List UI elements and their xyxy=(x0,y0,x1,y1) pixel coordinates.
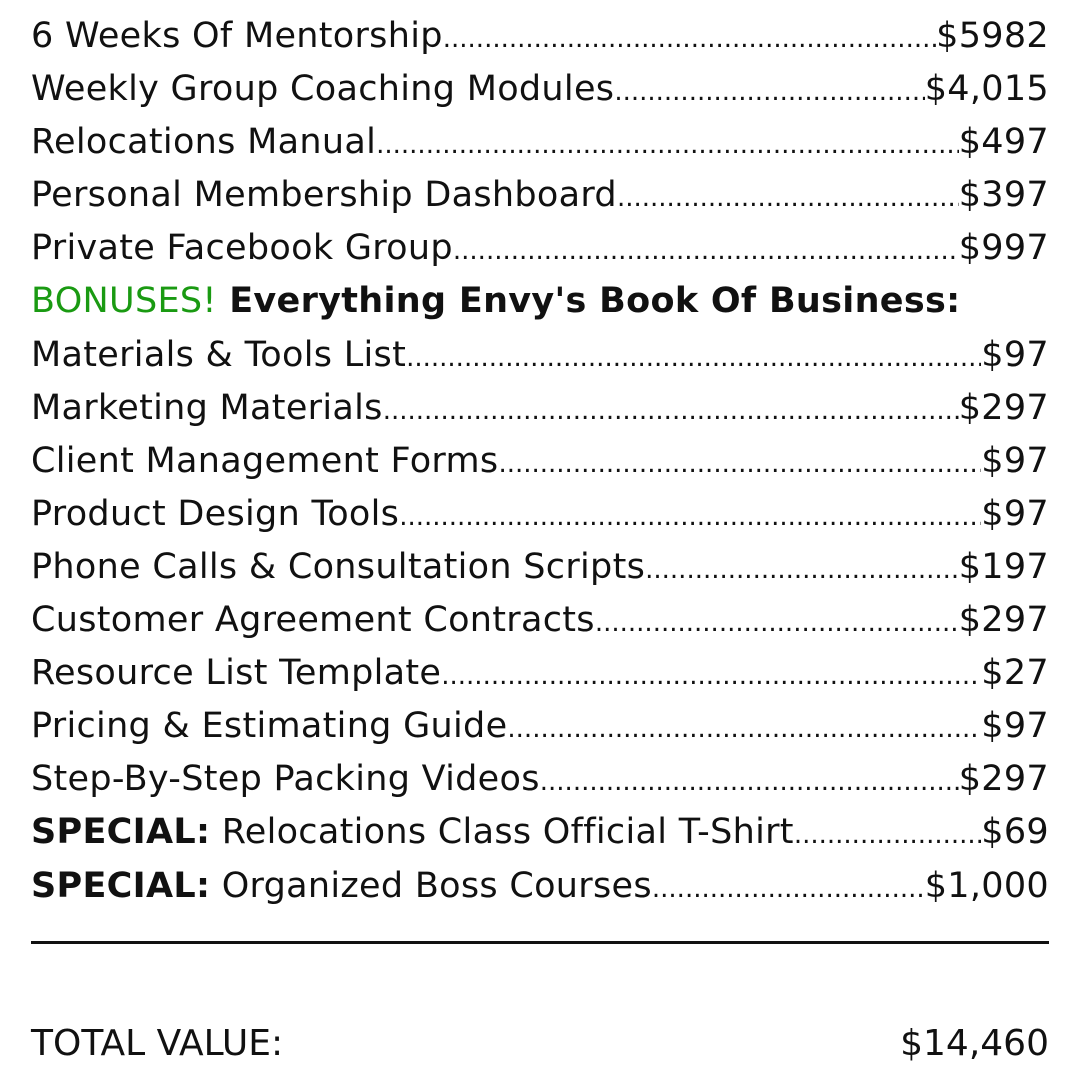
list-item xyxy=(31,222,1049,275)
list-item xyxy=(31,753,1049,806)
item-name: Customer Agreement Contracts xyxy=(31,600,595,641)
item-price: $297 xyxy=(958,387,1049,428)
item-price: $197 xyxy=(958,546,1049,587)
item-price: $69 xyxy=(981,812,1049,853)
list-item xyxy=(31,10,1049,63)
item-name: Relocations Manual xyxy=(31,122,377,163)
item-name: Resource List Template xyxy=(31,653,442,694)
item-price: $5982 xyxy=(936,16,1049,56)
item-name: Personal Membership Dashboard xyxy=(31,175,617,216)
item-price: $97 xyxy=(981,440,1049,481)
special-item xyxy=(31,860,1049,913)
item-name: Product Design Tools xyxy=(31,493,400,534)
item-price: $1,000 xyxy=(924,865,1049,906)
list-item xyxy=(31,700,1049,753)
bonus-header xyxy=(31,275,1049,328)
total-value: $14,460 xyxy=(900,1023,1049,1064)
special-item-name xyxy=(31,860,652,913)
leader-dots xyxy=(794,809,981,862)
item-name: 6 Weeks Of Mentorship xyxy=(31,16,443,56)
total-label: TOTAL VALUE: xyxy=(31,1023,284,1064)
leader-dots xyxy=(595,597,959,650)
item-name: Client Management Forms xyxy=(31,440,499,481)
list-item xyxy=(31,541,1049,594)
item-price: $97 xyxy=(981,334,1049,375)
item-name: Materials & Tools List xyxy=(31,334,407,375)
list-item xyxy=(31,63,1049,116)
item-price: $497 xyxy=(958,122,1049,163)
leader-dots xyxy=(383,385,959,438)
item-price: $997 xyxy=(958,228,1049,269)
list-item xyxy=(31,488,1049,541)
divider-line xyxy=(31,941,1049,944)
special-prefix: SPECIAL: xyxy=(31,865,211,906)
item-name: Weekly Group Coaching Modules xyxy=(31,69,615,110)
special-name: Relocations Class Official T-Shirt xyxy=(210,812,794,853)
item-price: $297 xyxy=(958,600,1049,641)
special-name: Organized Boss Courses xyxy=(210,865,652,906)
bonus-title: Everything Envy's Book Of Business: xyxy=(216,281,961,322)
list-item xyxy=(31,435,1049,488)
special-item-name xyxy=(31,806,794,859)
list-item xyxy=(31,647,1049,700)
leader-dots xyxy=(540,756,959,809)
total-row xyxy=(31,1017,1049,1071)
leader-dots xyxy=(453,225,959,278)
item-price: $397 xyxy=(958,175,1049,216)
list-item xyxy=(31,329,1049,382)
item-price: $97 xyxy=(981,493,1049,534)
leader-dots xyxy=(399,491,981,544)
price-list xyxy=(31,10,1049,913)
bonus-accent: BONUSES! xyxy=(31,281,217,322)
item-name: Pricing & Estimating Guide xyxy=(31,706,508,747)
list-item xyxy=(31,382,1049,435)
leader-dots xyxy=(441,650,981,703)
item-name: Phone Calls & Consultation Scripts xyxy=(31,546,646,587)
item-price: $27 xyxy=(981,653,1049,694)
leader-dots xyxy=(376,119,959,172)
item-price: $297 xyxy=(958,759,1049,800)
leader-dots xyxy=(617,172,959,225)
item-name: Private Facebook Group xyxy=(31,228,453,269)
item-price: $4,015 xyxy=(924,69,1049,110)
item-name: Step-By-Step Packing Videos xyxy=(31,759,540,800)
item-name: Marketing Materials xyxy=(31,387,383,428)
special-item xyxy=(31,806,1049,859)
leader-dots xyxy=(645,544,959,597)
leader-dots xyxy=(406,332,981,385)
leader-dots xyxy=(507,703,981,756)
leader-dots xyxy=(443,13,936,66)
leader-dots xyxy=(614,66,924,119)
leader-dots xyxy=(498,438,981,491)
leader-dots xyxy=(652,863,925,916)
special-prefix: SPECIAL: xyxy=(31,812,211,853)
item-price: $97 xyxy=(981,706,1049,747)
list-item xyxy=(31,594,1049,647)
list-item xyxy=(31,169,1049,222)
list-item xyxy=(31,116,1049,169)
